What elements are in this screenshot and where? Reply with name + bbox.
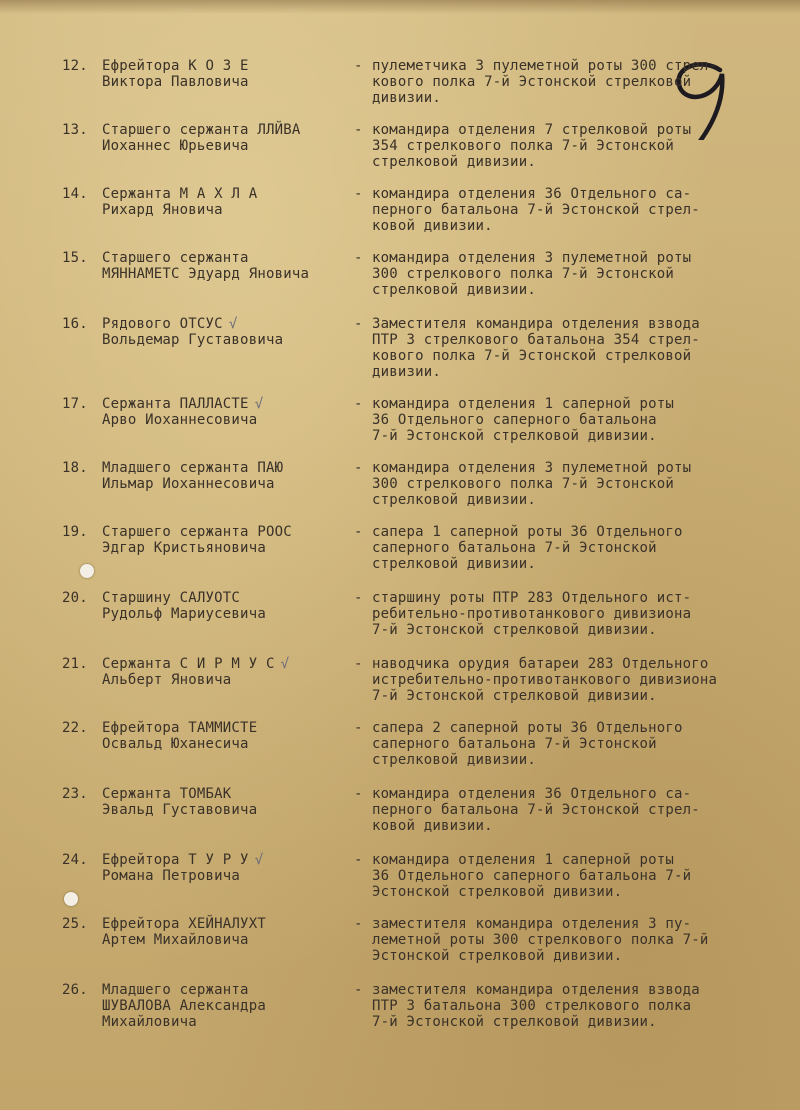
check-mark-icon: √: [280, 656, 290, 672]
entry-position-description: [372, 524, 772, 572]
name-line: Вольдемар Густавовича: [102, 332, 284, 348]
name-line: Ильмар Иоханнесовича: [102, 476, 275, 492]
name-line: Арво Иоханнесовича: [102, 412, 258, 428]
entry-person-name: [102, 186, 342, 218]
dash-separator: -: [354, 916, 363, 932]
entry-position-description: [372, 316, 772, 380]
entry-person-name: [102, 316, 342, 348]
name-line: Рихард Яновича: [102, 202, 223, 218]
dash-separator: -: [354, 982, 363, 998]
punch-hole: [80, 564, 94, 578]
description-line: командира отделения 3 пулеметной роты: [372, 460, 692, 476]
entry-number: 21.: [62, 656, 88, 672]
description-line: 300 стрелкового полка 7-й Эстонской: [372, 476, 675, 492]
entry-position-description: [372, 786, 772, 834]
description-line: дивизии.: [372, 90, 442, 106]
description-line: ковой дивизии.: [372, 818, 493, 834]
name-line: Альберт Яновича: [102, 672, 232, 688]
name-line: Старшего сержанта РООС: [102, 524, 292, 540]
dash-separator: -: [354, 186, 363, 202]
entry-number: 26.: [62, 982, 88, 998]
entry-number: 13.: [62, 122, 88, 138]
name-line: Ефрейтора ТАММИСТЕ: [102, 720, 258, 736]
entry-person-name: [102, 852, 342, 884]
dash-separator: -: [354, 58, 363, 74]
dash-separator: -: [354, 656, 363, 672]
name-line: Михайловича: [102, 1014, 197, 1030]
name-line: Старшину САЛУОТС: [102, 590, 241, 606]
description-line: командира отделения 7 стрелковой роты: [372, 122, 692, 138]
description-line: стрелковой дивизии.: [372, 154, 536, 170]
description-line: стрелковой дивизии.: [372, 752, 536, 768]
entry-number: 16.: [62, 316, 88, 332]
name-line: Иоханнес Юрьевича: [102, 138, 249, 154]
name-line: Эдгар Кристьяновича: [102, 540, 266, 556]
name-line: Старшего сержанта ЛЛЙВА: [102, 122, 301, 138]
dash-separator: -: [354, 720, 363, 736]
entry-position-description: [372, 186, 772, 234]
name-line: Ефрейтора Т У Р У √: [102, 852, 264, 868]
entry-person-name: [102, 58, 342, 90]
name-line: Виктора Павловича: [102, 74, 249, 90]
entry-person-name: [102, 590, 342, 622]
dash-separator: -: [354, 122, 363, 138]
entry-number: 24.: [62, 852, 88, 868]
dash-separator: -: [354, 316, 363, 332]
entry-position-description: [372, 250, 772, 298]
entry-number: 22.: [62, 720, 88, 736]
description-line: стрелковой дивизии.: [372, 492, 536, 508]
description-line: саперного батальона 7-й Эстонской: [372, 540, 657, 556]
name-line: ШУВАЛОВА Александра: [102, 998, 266, 1014]
entry-person-name: [102, 916, 342, 948]
description-line: заместителя командира отделения 3 пу-: [372, 916, 692, 932]
name-line: Ефрейтора К О З Е: [102, 58, 249, 74]
entry-position-description: [372, 460, 772, 508]
name-line: Романа Петровича: [102, 868, 241, 884]
entry-person-name: [102, 982, 342, 1030]
entry-number: 18.: [62, 460, 88, 476]
entry-person-name: [102, 122, 342, 154]
name-line: МЯННАМЕТС Эдуард Яновича: [102, 266, 310, 282]
description-line: заместителя командира отделения взвода: [372, 982, 700, 998]
description-line: старшину роты ПТР 283 Отдельного ист-: [372, 590, 692, 606]
entry-person-name: [102, 786, 342, 818]
description-line: наводчика орудия батареи 283 Отдельного: [372, 656, 709, 672]
description-line: леметной роты 300 стрелкового полка 7-й: [372, 932, 709, 948]
description-line: 354 стрелкового полка 7-й Эстонской: [372, 138, 675, 154]
entry-position-description: [372, 982, 772, 1030]
name-line: Эвальд Густавовича: [102, 802, 258, 818]
entry-position-description: [372, 852, 772, 900]
entry-person-name: [102, 460, 342, 492]
name-line: Артем Михайловича: [102, 932, 249, 948]
description-line: 7-й Эстонской стрелковой дивизии.: [372, 622, 657, 638]
name-line: Ефрейтора ХЕЙНАЛУХТ: [102, 916, 266, 932]
entry-number: 15.: [62, 250, 88, 266]
description-line: командира отделения 3 пулеметной роты: [372, 250, 692, 266]
check-mark-icon: √: [228, 316, 238, 332]
entry-person-name: [102, 720, 342, 752]
description-line: 7-й Эстонской стрелковой дивизии.: [372, 428, 657, 444]
description-line: ковой дивизии.: [372, 218, 493, 234]
entry-number: 12.: [62, 58, 88, 74]
description-line: 300 стрелкового полка 7-й Эстонской: [372, 266, 675, 282]
page-top-edge: [0, 0, 800, 14]
description-line: ПТР 3 стрелкового батальона 354 стрел-: [372, 332, 700, 348]
entry-number: 25.: [62, 916, 88, 932]
name-line: Освальд Юханесича: [102, 736, 249, 752]
dash-separator: -: [354, 250, 363, 266]
description-line: сапера 2 саперной роты 36 Отдельного: [372, 720, 683, 736]
description-line: сапера 1 саперной роты 36 Отдельного: [372, 524, 683, 540]
description-line: командира отделения 36 Отдельного са-: [372, 786, 692, 802]
dash-separator: -: [354, 396, 363, 412]
dash-separator: -: [354, 786, 363, 802]
dash-separator: -: [354, 852, 363, 868]
entry-position-description: [372, 396, 772, 444]
entry-person-name: [102, 250, 342, 282]
description-line: ребительно-противотанкового дивизиона: [372, 606, 692, 622]
entry-position-description: [372, 916, 772, 964]
name-line: Рядового ОТСУС √: [102, 316, 238, 332]
description-line: перного батальона 7-й Эстонской стрел-: [372, 202, 700, 218]
name-line: Сержанта ТОМБАК: [102, 786, 232, 802]
description-line: кового полка 7-й Эстонской стрелковой: [372, 348, 692, 364]
description-line: 7-й Эстонской стрелковой дивизии.: [372, 1014, 657, 1030]
entry-number: 23.: [62, 786, 88, 802]
description-line: ПТР 3 батальона 300 стрелкового полка: [372, 998, 692, 1014]
entry-position-description: [372, 656, 772, 704]
description-line: командира отделения 36 Отдельного са-: [372, 186, 692, 202]
punch-hole: [64, 892, 78, 906]
entry-person-name: [102, 396, 342, 428]
name-line: Рудольф Мариусевича: [102, 606, 266, 622]
entry-number: 20.: [62, 590, 88, 606]
name-line: Младшего сержанта ПАЮ: [102, 460, 284, 476]
entry-position-description: [372, 590, 772, 638]
description-line: Эстонской стрелковой дивизии.: [372, 948, 623, 964]
description-line: кового полка 7-й Эстонской стрелковой: [372, 74, 692, 90]
entry-person-name: [102, 656, 342, 688]
entry-number: 17.: [62, 396, 88, 412]
dash-separator: -: [354, 524, 363, 540]
description-line: Эстонской стрелковой дивизии.: [372, 884, 623, 900]
description-line: дивизии.: [372, 364, 442, 380]
description-line: саперного батальона 7-й Эстонской: [372, 736, 657, 752]
entry-number: 19.: [62, 524, 88, 540]
description-line: Заместителя командира отделения взвода: [372, 316, 700, 332]
description-line: 36 Отдельного саперного батальона 7-й: [372, 868, 692, 884]
entry-person-name: [102, 524, 342, 556]
description-line: стрелковой дивизии.: [372, 556, 536, 572]
description-line: командира отделения 1 саперной роты: [372, 852, 675, 868]
description-line: пулеметчика 3 пулеметной роты 300 стрел-: [372, 58, 718, 74]
entry-position-description: [372, 720, 772, 768]
description-line: стрелковой дивизии.: [372, 282, 536, 298]
dash-separator: -: [354, 590, 363, 606]
check-mark-icon: √: [254, 396, 264, 412]
name-line: Сержанта М А Х Л А: [102, 186, 258, 202]
description-line: перного батальона 7-й Эстонской стрел-: [372, 802, 700, 818]
entry-position-description: [372, 122, 772, 170]
description-line: командира отделения 1 саперной роты: [372, 396, 675, 412]
name-line: Сержанта С И Р М У С √: [102, 656, 290, 672]
name-line: Старшего сержанта: [102, 250, 249, 266]
check-mark-icon: √: [254, 852, 264, 868]
name-line: Младшего сержанта: [102, 982, 249, 998]
entry-position-description: [372, 58, 772, 106]
name-line: Сержанта ПАЛЛАСТЕ √: [102, 396, 264, 412]
description-line: 36 Отдельного саперного батальона: [372, 412, 657, 428]
dash-separator: -: [354, 460, 363, 476]
description-line: 7-й Эстонской стрелковой дивизии.: [372, 688, 657, 704]
entry-number: 14.: [62, 186, 88, 202]
description-line: истребительно-противотанкового дивизиона: [372, 672, 718, 688]
